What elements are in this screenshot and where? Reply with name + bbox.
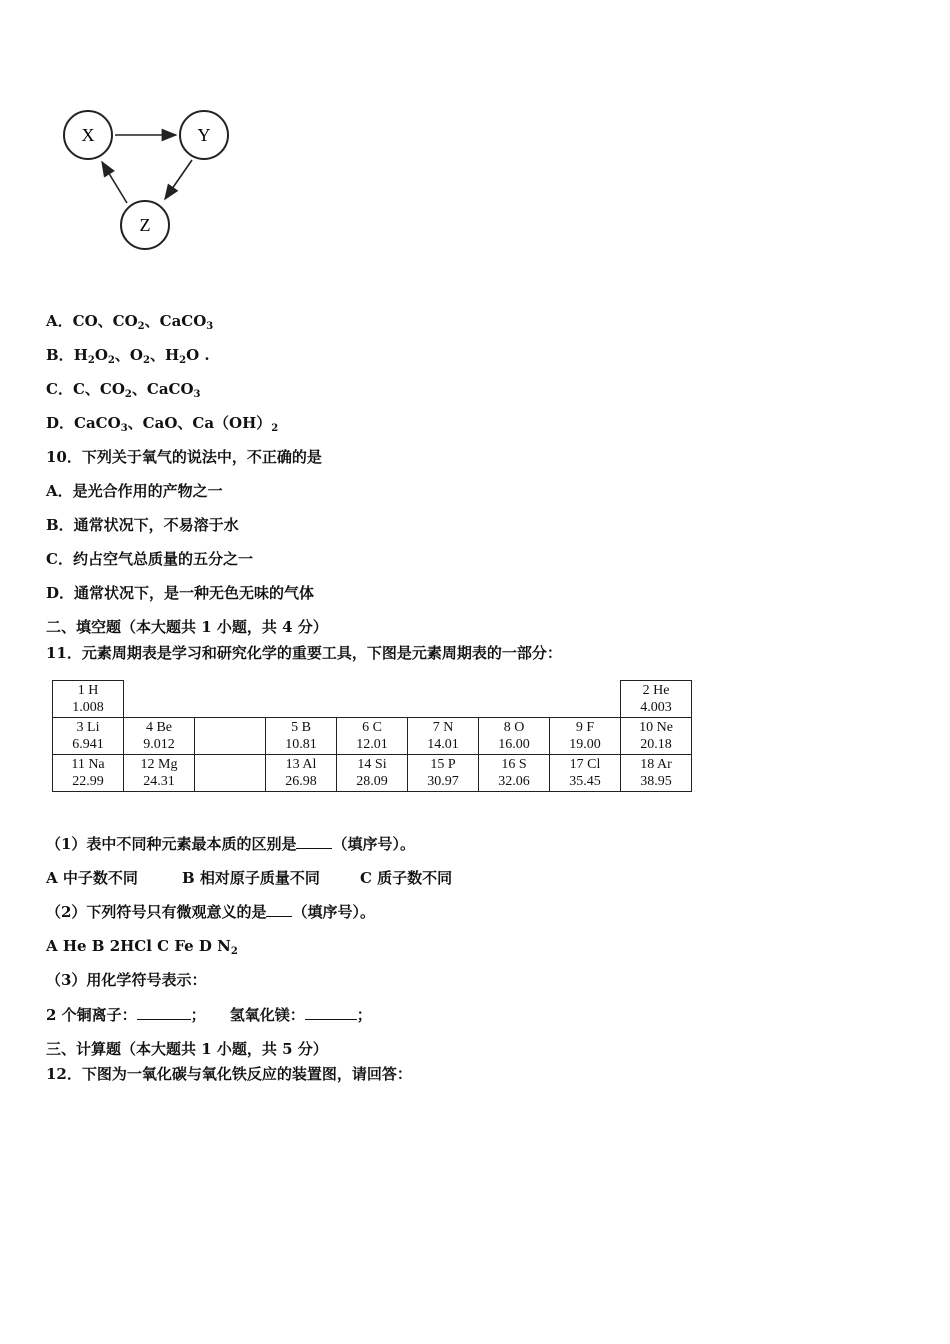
formula-subscript: 2: [137, 321, 145, 332]
element-symbol: 9 F: [575, 720, 595, 735]
period-row-3: [53, 755, 692, 792]
section-2-heading: 二、填空题（本大题共 1 小题，共 4 分）: [46, 618, 328, 636]
sub2-prompt: （2）下列符号只有微观意义的是: [46, 903, 267, 921]
q11-sub1: [46, 834, 415, 854]
element-symbol: 10 Ne: [639, 720, 673, 735]
element-symbol: 17 Cl: [569, 757, 601, 772]
element-cell-ar: [621, 755, 692, 792]
empty-cell: [124, 681, 195, 718]
element-mass: 22.99: [72, 774, 104, 789]
element-mass: 38.95: [640, 774, 672, 789]
element-symbol: 4 Be: [145, 720, 173, 735]
element-mass: 30.97: [427, 774, 459, 789]
element-symbol: 5 B: [291, 720, 311, 735]
element-cell-cl: [550, 755, 621, 792]
empty-cell: [337, 681, 408, 718]
q9-option-c: [46, 379, 201, 399]
q9-option-a: [46, 311, 213, 331]
cycle-diagram: [55, 105, 245, 260]
formula-subscript: 2: [124, 389, 132, 400]
formula-text: 、H: [149, 346, 180, 364]
element-cell-b: [266, 718, 337, 755]
element-symbol: 7 N: [432, 720, 454, 735]
section-3-heading: 三、计算题（本大题共 1 小题，共 5 分）: [46, 1040, 328, 1058]
element-cell-ne: [621, 718, 692, 755]
element-symbol: 15 P: [430, 757, 456, 772]
empty-cell: [408, 681, 479, 718]
element-symbol: 8 O: [503, 720, 525, 735]
element-mass: 12.01: [356, 737, 388, 752]
arrow-z-to-x: [102, 162, 127, 203]
q11-sub3-answers: [46, 1005, 372, 1025]
element-symbol: 3 Li: [76, 720, 100, 735]
element-mass: 24.31: [143, 774, 175, 789]
element-cell-s: [479, 755, 550, 792]
separator: ；: [190, 1006, 206, 1024]
q10-option-d: D．通常状况下，是一种无色无味的气体: [46, 584, 315, 602]
element-mass: 16.00: [498, 737, 530, 752]
q10-option-a: A．是光合作用的产物之一: [46, 482, 223, 500]
element-symbol: 2 He: [642, 683, 670, 698]
sub2-suffix: （填序号）。: [292, 903, 375, 921]
element-mass: 20.18: [640, 737, 672, 752]
element-cell-c: [337, 718, 408, 755]
option-letter: D．: [46, 414, 75, 432]
formula-text: O: [94, 346, 108, 364]
formula-text: CaCO: [74, 414, 121, 432]
element-cell-si: [337, 755, 408, 792]
empty-cell: [266, 681, 337, 718]
option-letter: B．: [46, 346, 74, 364]
formula-subscript: 3: [206, 321, 214, 332]
sub1-option-c: C 质子数不同: [360, 869, 453, 887]
formula-text: O .: [186, 346, 210, 364]
element-mass: 28.09: [356, 774, 388, 789]
element-symbol: 1 H: [77, 683, 99, 698]
element-cell-li: [53, 718, 124, 755]
separator: ；: [356, 1006, 372, 1024]
element-cell-h: [53, 681, 124, 718]
formula-text: H: [73, 346, 88, 364]
q11-stem: 11．元素周期表是学习和研究化学的重要工具，下图是元素周期表的一部分：: [46, 644, 562, 662]
element-mass: 6.941: [72, 737, 104, 752]
q10-option-c: C．约占空气总质量的五分之一: [46, 550, 253, 568]
formula-subscript: 3: [193, 389, 201, 400]
formula-text: C、CO: [72, 380, 125, 398]
q11-sub2: [46, 902, 375, 922]
q11-sub2-options: [46, 936, 238, 956]
formula-subscript: 3: [120, 423, 128, 434]
element-mass: 32.06: [498, 774, 530, 789]
magnesium-hydroxide-label: 氢氧化镁：: [229, 1006, 305, 1024]
answer-blank[interactable]: [137, 1005, 191, 1020]
sub1-prompt: （1）表中不同种元素最本质的区别是: [46, 835, 297, 853]
option-letter: C．: [46, 380, 73, 398]
element-cell-na: [53, 755, 124, 792]
element-mass: 9.012: [143, 737, 175, 752]
element-mass: 10.81: [285, 737, 317, 752]
gap-cell: [195, 755, 266, 792]
sub1-suffix: （填序号）。: [332, 835, 415, 853]
copper-ion-label: 2 个铜离子：: [46, 1006, 137, 1024]
empty-cell: [550, 681, 621, 718]
option-letter: A．: [46, 312, 73, 330]
element-mass: 26.98: [285, 774, 317, 789]
q12-stem: 12．下图为一氧化碳与氧化铁反应的装置图，请回答：: [46, 1065, 412, 1083]
empty-cell: [195, 681, 266, 718]
element-cell-be: [124, 718, 195, 755]
element-cell-n: [408, 718, 479, 755]
element-cell-mg: [124, 755, 195, 792]
answer-blank[interactable]: [305, 1005, 357, 1020]
element-symbol: 13 Al: [285, 757, 317, 772]
element-symbol: 16 S: [501, 757, 527, 772]
answer-blank[interactable]: [266, 902, 292, 917]
sub1-option-a: A 中子数不同: [46, 869, 138, 887]
q10-stem: 10．下列关于氧气的说法中，不正确的是: [46, 448, 322, 466]
element-symbol: 12 Mg: [140, 757, 178, 772]
periodic-table: [52, 680, 692, 792]
element-symbol: 18 Ar: [640, 757, 672, 772]
formula-subscript: 2: [179, 355, 187, 366]
formula-subscript: 2: [230, 946, 238, 957]
formula-text: 、O: [114, 346, 143, 364]
gap-cell: [195, 718, 266, 755]
q9-option-d: [46, 413, 278, 433]
arrow-y-to-z: [165, 160, 192, 199]
element-symbol: 11 Na: [71, 757, 105, 772]
formula-subscript: 2: [107, 355, 115, 366]
element-mass: 19.00: [569, 737, 601, 752]
period-row-1: [53, 681, 692, 718]
empty-cell: [479, 681, 550, 718]
element-mass: 1.008: [72, 700, 104, 715]
formula-subscript: 2: [142, 355, 150, 366]
sub2-options-text: A He B 2HCl C Fe D N: [46, 937, 231, 955]
formula-text: 、CaCO: [144, 312, 207, 330]
element-mass: 4.003: [640, 700, 672, 715]
q9-option-b: [46, 345, 210, 365]
answer-blank[interactable]: [296, 834, 332, 849]
element-cell-o: [479, 718, 550, 755]
formula-subscript: 2: [87, 355, 95, 366]
element-symbol: 6 C: [362, 720, 382, 735]
formula-subscript: 2: [271, 423, 279, 434]
q11-sub3: （3）用化学符号表示：: [46, 971, 207, 989]
element-cell-al: [266, 755, 337, 792]
element-cell-he: [621, 681, 692, 718]
formula-text: CO、CO: [72, 312, 138, 330]
period-row-2: [53, 718, 692, 755]
sub1-option-b: B 相对原子质量不同: [182, 869, 320, 887]
node-z-label: Z: [139, 215, 151, 235]
formula-text: 、CaCO: [131, 380, 194, 398]
element-symbol: 14 Si: [357, 757, 387, 772]
element-cell-f: [550, 718, 621, 755]
q11-sub1-options: [46, 868, 452, 888]
element-mass: 35.45: [569, 774, 601, 789]
q10-option-b: B．通常状况下，不易溶于水: [46, 516, 239, 534]
element-cell-p: [408, 755, 479, 792]
node-y-label: Y: [197, 125, 211, 145]
element-mass: 14.01: [427, 737, 459, 752]
formula-text: 、CaO、Ca（OH）: [127, 414, 272, 432]
node-x-label: X: [81, 125, 95, 145]
